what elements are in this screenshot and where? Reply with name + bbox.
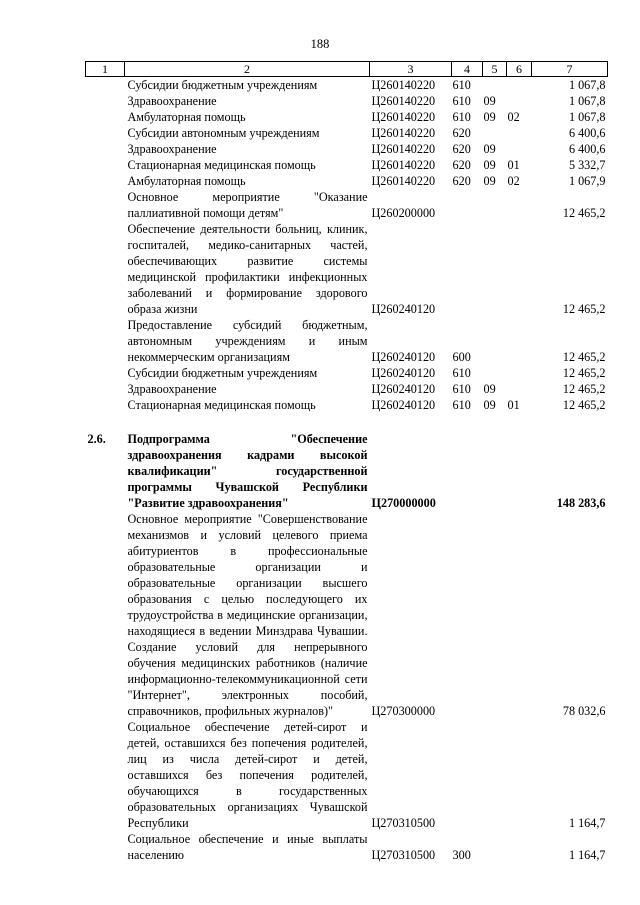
- item-name-cell: Здравоохранение: [127, 142, 217, 156]
- expense-type-cell: [452, 511, 483, 719]
- expense-type-cell: 620: [452, 174, 471, 188]
- table-row: [86, 221, 608, 317]
- page-number: 188: [310, 37, 330, 51]
- section-cell: 09: [483, 94, 496, 108]
- expense-type-cell: 610: [452, 94, 471, 108]
- target-code-cell: Ц260200000: [371, 206, 436, 220]
- section-cell: [483, 719, 507, 831]
- target-code-cell: Ц260140220: [371, 94, 436, 108]
- row-number-cell: [86, 173, 125, 189]
- row-number-cell: [86, 125, 125, 141]
- expense-type-cell: 610: [452, 110, 471, 124]
- amount-cell: 1 067,9: [568, 174, 606, 188]
- item-name-cell: Основное мероприятие "Оказание паллиативной помощи детям": [127, 190, 368, 220]
- subsection-cell: [507, 831, 532, 863]
- item-name-cell: Обеспечение деятельности больниц, клиник, госпиталей, медико-санитарных частей, обеспечивающих развитие системы медицинской профилактики инфекционных заболеваний и формирование здорового образа жизни: [127, 222, 368, 316]
- item-name-cell: Стационарная медицинская помощь: [127, 158, 316, 172]
- header-col-5: 5: [483, 62, 507, 77]
- subsection-cell: [507, 93, 532, 109]
- row-number-cell: [86, 77, 125, 94]
- row-number-cell: [86, 141, 125, 157]
- table-header-row: [86, 62, 608, 77]
- expense-type-cell: [452, 719, 483, 831]
- row-number-cell: [86, 831, 125, 863]
- subsection-cell: 01: [507, 398, 520, 412]
- row-number-cell: [86, 317, 125, 365]
- table-row: [86, 831, 608, 863]
- row-number-cell: [86, 719, 125, 831]
- item-name-cell: Субсидии бюджетным учреждениям: [127, 366, 318, 380]
- row-number-cell: [86, 365, 125, 381]
- expense-type-cell: 610: [452, 78, 471, 92]
- amount-cell: 148 283,6: [556, 496, 606, 510]
- target-code-cell: Ц260240120: [371, 302, 436, 316]
- expense-type-cell: 300: [452, 848, 471, 862]
- subsection-cell: [507, 719, 532, 831]
- section-cell: [483, 221, 507, 317]
- section-cell: [483, 431, 507, 511]
- subsection-cell: 02: [507, 174, 520, 188]
- section-cell: 09: [483, 110, 496, 124]
- table-row: [86, 157, 608, 173]
- table-row: [86, 125, 608, 141]
- section-cell: [483, 125, 507, 141]
- table-row: [86, 365, 608, 381]
- header-col-4: 4: [452, 62, 483, 77]
- header-col-1: 1: [86, 62, 125, 77]
- amount-cell: 1 067,8: [568, 94, 606, 108]
- table-row: [86, 317, 608, 365]
- target-code-cell: Ц270310500: [371, 848, 436, 862]
- row-number-cell: [86, 109, 125, 125]
- item-name-cell: Субсидии автономным учреждениям: [127, 126, 320, 140]
- row-number-cell: [86, 157, 125, 173]
- amount-cell: 1 067,8: [568, 110, 606, 124]
- section-cell: [483, 365, 507, 381]
- item-name-cell: Предоставление субсидий бюджетным, автономным учреждениям и иным некоммерческим организациям: [127, 318, 368, 364]
- item-name-cell: Стационарная медицинская помощь: [127, 398, 316, 412]
- table-spacer-row: [86, 413, 608, 431]
- table-row: [86, 431, 608, 511]
- expense-type-cell: [452, 189, 483, 221]
- expense-type-cell: 620: [452, 126, 471, 140]
- table-row: [86, 511, 608, 719]
- target-code-cell: Ц260240120: [371, 398, 436, 412]
- subsection-cell: [507, 381, 532, 397]
- expense-type-cell: [452, 221, 483, 317]
- item-name-cell: Субсидии бюджетным учреждениям: [127, 78, 318, 92]
- row-number-cell: [86, 221, 125, 317]
- subsection-cell: 01: [507, 158, 520, 172]
- section-cell: 09: [483, 142, 496, 156]
- subsection-cell: [507, 365, 532, 381]
- table-row: [86, 381, 608, 397]
- table-row: [86, 189, 608, 221]
- row-number-cell: 2.6.: [87, 432, 106, 446]
- target-code-cell: Ц260140220: [371, 158, 436, 172]
- target-code-cell: Ц260140220: [371, 142, 436, 156]
- target-code-cell: Ц260140220: [371, 174, 436, 188]
- subsection-cell: [507, 317, 532, 365]
- subsection-cell: [507, 221, 532, 317]
- header-col-2: 2: [125, 62, 370, 77]
- subsection-cell: [507, 431, 532, 511]
- row-number-cell: [86, 189, 125, 221]
- target-code-cell: Ц260140220: [371, 126, 436, 140]
- amount-cell: 5 332,7: [568, 158, 606, 172]
- expense-type-cell: 620: [452, 158, 471, 172]
- amount-cell: 12 465,2: [562, 350, 606, 364]
- header-col-6: 6: [507, 62, 532, 77]
- item-name-cell: Подпрограмма "Обеспечение здравоохранения кадрами высокой квалификации" государственной программы Чувашской Республики "Развитие здравоохранения": [127, 432, 368, 510]
- amount-cell: 1 067,8: [568, 78, 606, 92]
- section-cell: 09: [483, 382, 496, 396]
- amount-cell: 12 465,2: [562, 302, 606, 316]
- expense-type-cell: 610: [452, 398, 471, 412]
- row-number-cell: [86, 381, 125, 397]
- target-code-cell: Ц260140220: [371, 78, 436, 92]
- target-code-cell: Ц260240120: [371, 382, 436, 396]
- table-row: [86, 141, 608, 157]
- subsection-cell: [507, 511, 532, 719]
- header-col-3: 3: [370, 62, 452, 77]
- target-code-cell: Ц260240120: [371, 366, 436, 380]
- table-row: [86, 93, 608, 109]
- amount-cell: 78 032,6: [562, 704, 606, 718]
- subsection-cell: [507, 125, 532, 141]
- section-cell: [483, 189, 507, 221]
- amount-cell: 1 164,7: [568, 816, 606, 830]
- item-name-cell: Социальное обеспечение детей-сирот и детей, оставшихся без попечения родителей, лиц из числа детей-сирот и детей, оставшихся без попечения родителей, обучающихся в государственных образовательных организациях Чувашской Республики: [127, 720, 368, 830]
- subsection-cell: [507, 189, 532, 221]
- item-name-cell: Здравоохранение: [127, 94, 217, 108]
- table-body: [86, 77, 608, 864]
- amount-cell: 6 400,6: [568, 126, 606, 140]
- expense-type-cell: 600: [452, 350, 471, 364]
- amount-cell: 12 465,2: [562, 206, 606, 220]
- target-code-cell: Ц270000000: [371, 496, 436, 510]
- section-cell: 09: [483, 174, 496, 188]
- item-name-cell: Социальное обеспечение и иные выплаты населению: [127, 832, 368, 862]
- item-name-cell: Основное мероприятие "Совершенствование механизмов и условий целевого приема абитуриентов в профессиональные образовательные организации и образовательные организации высшего образования с целью последующего их трудоустройства в медицинские организации, находящиеся в ведении Минздрава Чувашии. Создание условий для непрерывного обучения медицинских работников (наличие информационно-телекоммуникационной сети "Интернет", электронных пособий, справочников, профильных журналов)": [127, 512, 368, 718]
- target-code-cell: Ц270300000: [371, 704, 436, 718]
- table-row: [86, 77, 608, 94]
- table-row: [86, 173, 608, 189]
- item-name-cell: Амбулаторная помощь: [127, 174, 246, 188]
- section-cell: [483, 317, 507, 365]
- header-col-7: 7: [532, 62, 608, 77]
- amount-cell: 12 465,2: [562, 366, 606, 380]
- amount-cell: 1 164,7: [568, 848, 606, 862]
- subsection-cell: [507, 141, 532, 157]
- amount-cell: 12 465,2: [562, 382, 606, 396]
- spacer-cell: [86, 413, 608, 431]
- table-row: [86, 719, 608, 831]
- item-name-cell: Здравоохранение: [127, 382, 217, 396]
- subsection-cell: 02: [507, 110, 520, 124]
- table-row: [86, 109, 608, 125]
- section-cell: 09: [483, 158, 496, 172]
- target-code-cell: Ц260240120: [371, 350, 436, 364]
- row-number-cell: [86, 93, 125, 109]
- amount-cell: 6 400,6: [568, 142, 606, 156]
- expense-type-cell: 610: [452, 382, 471, 396]
- row-number-cell: [86, 511, 125, 719]
- section-cell: [483, 831, 507, 863]
- target-code-cell: Ц270310500: [371, 816, 436, 830]
- expense-type-cell: 620: [452, 142, 471, 156]
- table-row: [86, 397, 608, 413]
- section-cell: [483, 77, 507, 94]
- item-name-cell: Амбулаторная помощь: [127, 110, 246, 124]
- subsection-cell: [507, 77, 532, 94]
- expense-type-cell: [452, 431, 483, 511]
- section-cell: 09: [483, 398, 496, 412]
- expense-type-cell: 610: [452, 366, 471, 380]
- row-number-cell: [86, 397, 125, 413]
- budget-table: [85, 61, 608, 863]
- amount-cell: 12 465,2: [562, 398, 606, 412]
- target-code-cell: Ц260140220: [371, 110, 436, 124]
- section-cell: [483, 511, 507, 719]
